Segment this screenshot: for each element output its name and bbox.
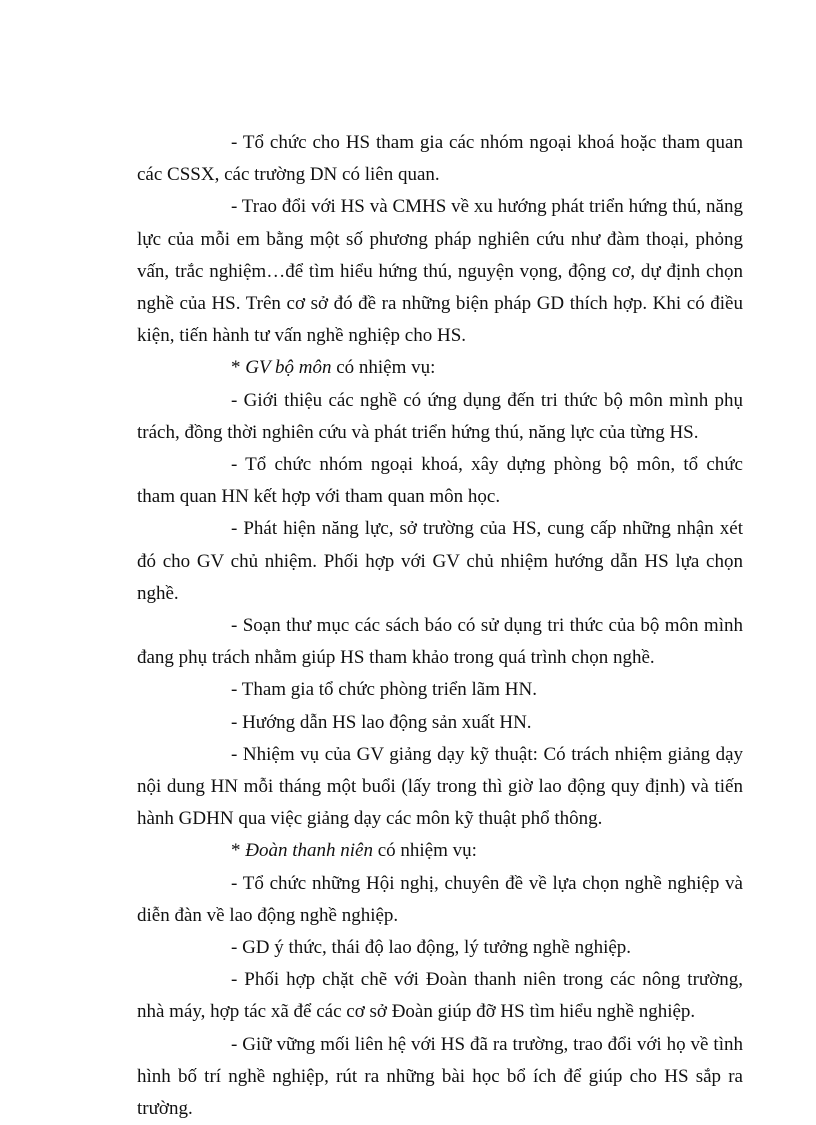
paragraph-technical-teachers: - Nhiệm vụ của GV giảng dạy kỹ thuật: Có trách nhiệm giảng dạy nội dung HN mỗi tháng một buổi (lấy trong thì giờ lao động quy định) và tiến hành GDHN qua việc giảng dạy các môn kỹ thuật phổ thông. (137, 743, 743, 830)
paragraph-alumni-contact: - Giữ vững mối liên hệ với HS đã ra trường, trao đổi với họ về tình hình bố trí nghề nghiệp, rút ra những bài học bổ ích để giúp cho HS sắp ra trường. (137, 1033, 743, 1120)
heading-suffix: có nhiệm vụ: (372, 840, 477, 862)
paragraph-exhibition: - Tham gia tổ chức phòng triển lãm HN. (231, 679, 537, 701)
document-body (137, 127, 743, 1125)
heading-subject-teachers (137, 352, 743, 384)
paragraph-awareness: - GD ý thức, thái độ lao động, lý tưởng nghề nghiệp. (231, 937, 632, 959)
heading-bullet: * (231, 840, 246, 862)
heading-suffix: có nhiệm vụ: (331, 357, 436, 379)
paragraph-conferences: - Tổ chức những Hội nghị, chuyên đề về lựa chọn nghề nghiệp và diễn đàn về lao động nghề nghiệp. (137, 872, 743, 926)
paragraph-extracurricular: - Tổ chức cho HS tham gia các nhóm ngoại khoá hoặc tham quan các CSSX, các trường DN có liên quan. (137, 132, 743, 186)
paragraph-coordination: - Phối hợp chặt chẽ với Đoàn thanh niên trong các nông trường, nhà máy, hợp tác xã để các cơ sở Đoàn giúp đỡ HS tìm hiểu nghề nghiệp. (137, 969, 743, 1023)
heading-bullet: * (231, 357, 246, 379)
heading-italic-subject: GV bộ môn (245, 357, 332, 379)
paragraph-bibliography: - Soạn thư mục các sách báo có sử dụng tri thức của bộ môn mình đang phụ trách nhằm giúp HS tham khảo trong quá trình chọn nghề. (137, 615, 743, 669)
heading-italic-subject: Đoàn thanh niên (245, 840, 373, 862)
paragraph-discover-abilities: - Phát hiện năng lực, sở trường của HS, cung cấp những nhận xét đó cho GV chủ nhiệm. Phối hợp với GV chủ nhiệm hướng dẫn HS lựa chọn nghề. (137, 518, 743, 604)
paragraph-labor-guidance: - Hướng dẫn HS lao động sản xuất HN. (231, 711, 532, 733)
paragraph-introduce-careers: - Giới thiệu các nghề có ứng dụng đến tri thức bộ môn mình phụ trách, đồng thời nghiên cứu và phát triển hứng thú, năng lực của từng HS. (137, 389, 743, 443)
paragraph-exchange-with-students: - Trao đổi với HS và CMHS về xu hướng phát triển hứng thú, năng lực của mỗi em bằng một số phương pháp nghiên cứu như đàm thoại, phỏng vấn, trắc nghiệm…để tìm hiểu hứng thú, nguyện vọng, động cơ, dự định chọn nghề của HS. Trên cơ sở đó đề ra những biện pháp GD thích hợp. Khi có điều kiện, tiến hành tư vấn nghề nghiệp cho HS. (137, 196, 743, 347)
heading-youth-union (137, 835, 743, 867)
paragraph-organize-groups: - Tổ chức nhóm ngoại khoá, xây dựng phòng bộ môn, tổ chức tham quan HN kết hợp với tham quan môn học. (137, 454, 743, 508)
